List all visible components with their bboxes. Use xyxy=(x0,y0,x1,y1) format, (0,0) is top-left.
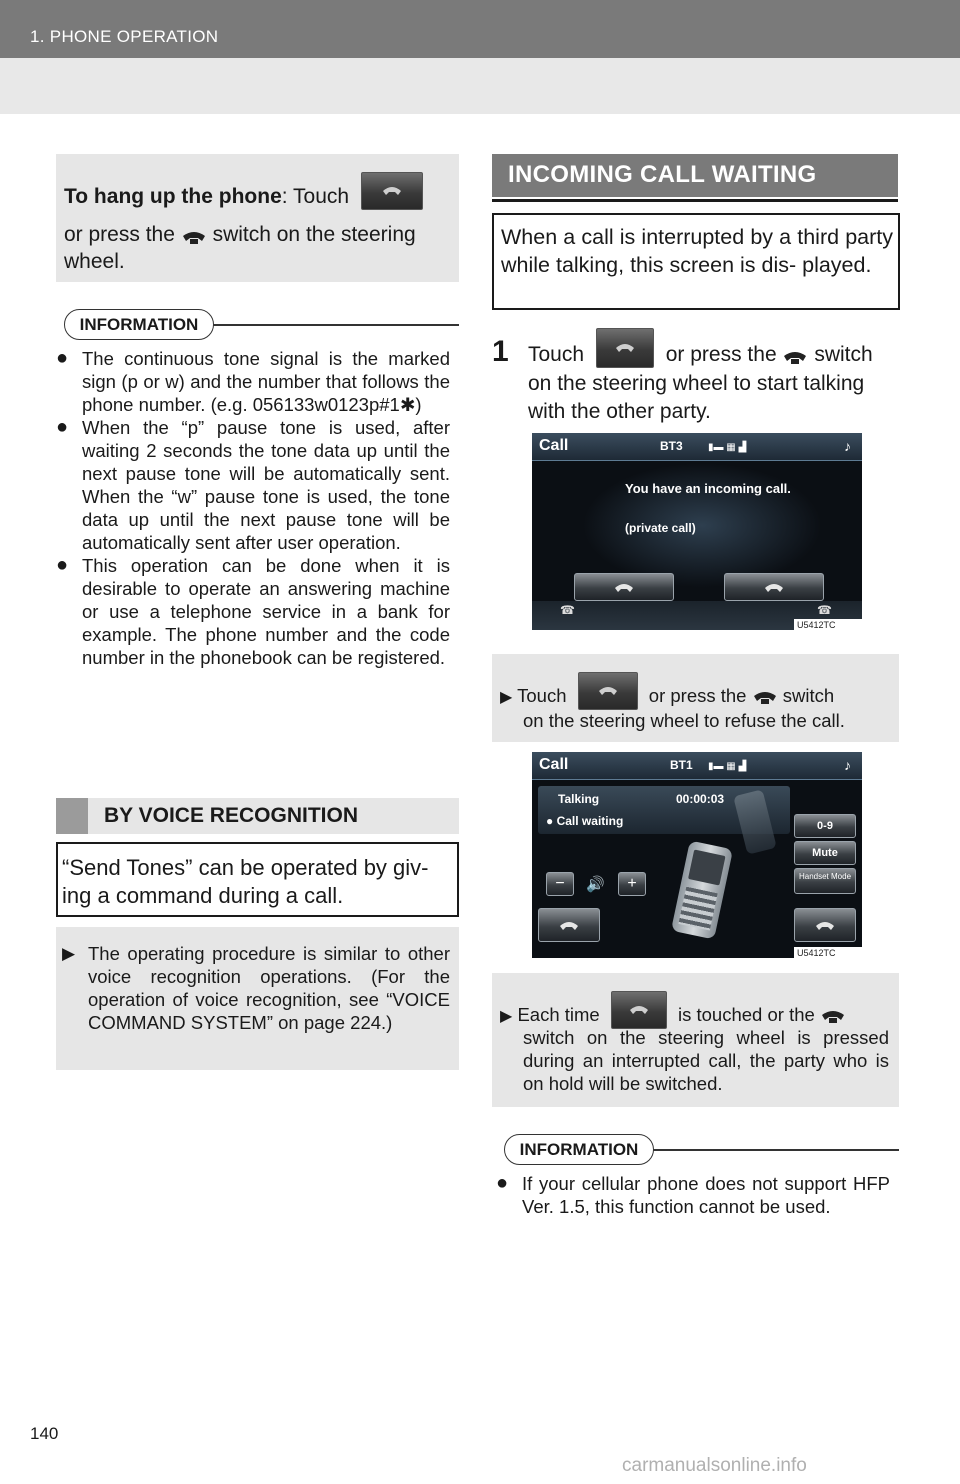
music-icon: ♪ xyxy=(844,757,851,773)
handset-mode-button[interactable]: Handset Mode xyxy=(794,868,856,894)
decline-button[interactable] xyxy=(724,573,824,601)
screen-title: Call xyxy=(539,437,569,454)
list-item: ● The continuous tone signal is the marked sign (p or w) and the number that follows the phone number. (e.g. 056133w0123p#1✱) xyxy=(56,347,450,415)
steering-switch-icon xyxy=(181,226,207,244)
phone-hangup-icon xyxy=(382,185,402,197)
bullet-circle-icon: ● xyxy=(56,554,69,576)
phone-answer-icon xyxy=(614,582,634,594)
mobile-phone-illustration xyxy=(671,840,733,939)
step-text-a: Touch xyxy=(528,343,585,366)
volume-up-button[interactable]: + xyxy=(618,872,646,896)
bullet-circle-icon: ● xyxy=(56,347,69,369)
section-heading-voice xyxy=(56,798,459,834)
bt-label: BT1 xyxy=(670,758,693,772)
keypad-button[interactable]: 0-9 xyxy=(794,814,856,838)
steering-switch-icon xyxy=(752,688,778,706)
image-code: U5412TC xyxy=(797,948,836,958)
phone-hangup-icon xyxy=(615,342,635,354)
step-number: 1 xyxy=(492,335,509,368)
phone-hangup-icon xyxy=(598,685,618,697)
status-icons: ▮▬ ▦ ▟ xyxy=(708,442,747,453)
section-heading-text: INCOMING CALL WAITING xyxy=(508,161,817,188)
refuse-note-box xyxy=(492,654,899,742)
bt-label: BT3 xyxy=(660,439,683,453)
info-label: INFORMATION xyxy=(504,1134,654,1165)
switch-b: is touched or the xyxy=(678,1004,815,1025)
image-code: U5412TC xyxy=(797,620,836,630)
info-list xyxy=(496,1172,890,1218)
hangup-bold: To hang up the phone xyxy=(64,185,282,208)
hangup-box xyxy=(56,154,459,282)
phone-hangup-icon xyxy=(764,582,784,594)
info-list xyxy=(56,347,450,669)
info-label: INFORMATION xyxy=(64,309,214,340)
step-text-e: with the other party. xyxy=(528,400,711,423)
step-text-b: or press the xyxy=(665,343,777,366)
bullet-triangle-icon: ▶ xyxy=(500,1008,513,1025)
page-header xyxy=(0,0,960,114)
hangup-line2a: or press the xyxy=(64,223,175,246)
list-item: ● This operation can be done when it is desirable to operate an answering machine or use a telephone service in a bank for example. The phone number and the code number in the phonebook can be registered. xyxy=(56,554,450,668)
refuse-d: on the steering wheel to refuse the call. xyxy=(523,710,845,731)
section-heading-text: BY VOICE RECOGNITION xyxy=(104,804,358,827)
status-icons: ▮▬ ▦ ▟ xyxy=(708,761,747,772)
screen-title: Call xyxy=(539,756,569,773)
incoming-message: You have an incoming call. xyxy=(625,481,791,496)
incoming-call-screen xyxy=(532,433,862,630)
steering-switch-icon: ☎ xyxy=(817,603,832,617)
switch-a: Each time xyxy=(517,1004,600,1025)
call-waiting-label: ● Call waiting xyxy=(546,814,624,828)
refuse-b: or press the xyxy=(648,685,747,706)
watermark[interactable]: carmanualsonline.info xyxy=(622,1455,807,1476)
mute-button[interactable]: Mute xyxy=(794,841,856,865)
call-timer: 00:00:03 xyxy=(676,792,725,806)
switch-c: switch on the steering wheel is pressed during an interrupted call, the party who is on hold will be switched. xyxy=(523,1027,889,1094)
bullet-circle-icon: ● xyxy=(56,416,69,438)
call-waiting-screen xyxy=(532,752,862,958)
voice-boxed-text: “Send Tones” can be operated by giv- ing a command during a call. xyxy=(62,855,429,908)
hangup-line1: : Touch xyxy=(281,185,350,208)
hangup-line3: wheel. xyxy=(64,250,125,273)
end-call-button[interactable] xyxy=(538,908,600,942)
hangup-line2b: switch on the steering xyxy=(212,223,416,246)
hangup-button-thumb xyxy=(361,172,423,210)
incoming-boxed xyxy=(492,213,900,310)
private-call-label: (private call) xyxy=(625,521,696,535)
step-text-c: switch xyxy=(814,343,873,366)
switch-call-button[interactable] xyxy=(794,908,856,942)
bullet-triangle-icon: ▶ xyxy=(500,689,513,706)
voice-boxed xyxy=(56,842,459,917)
voice-note-box xyxy=(56,927,459,1070)
list-item: ● When the “p” pause tone is used, after waiting 2 seconds the tone data up until the next pause tone will be automatically sent. When the “w” pause tone is used, the tone data up until the next pause tone will be automatically sent after user operation. xyxy=(56,416,450,553)
refuse-c: switch xyxy=(782,685,835,706)
header-title: 1. PHONE OPERATION xyxy=(30,27,219,46)
answer-button-thumb xyxy=(596,328,654,368)
switch-button-thumb xyxy=(611,991,667,1029)
phone-hangup-icon xyxy=(629,1004,649,1016)
list-item: ● If your cellular phone does not support HFP Ver. 1.5, this function cannot be used. xyxy=(496,1172,890,1217)
incoming-boxed-text: When a call is interrupted by a third party while talking, this screen is dis- played. xyxy=(501,225,893,277)
steering-switch-icon xyxy=(782,346,808,364)
section-heading-incoming xyxy=(492,154,898,197)
steering-switch-icon xyxy=(820,1007,846,1025)
phone-hangup-icon xyxy=(559,920,579,932)
list-item: ▶ The operating procedure is similar to other voice recognition operations. (For the operation of voice recognition, see “VOICE COMMAND SYSTEM” on page 224.) xyxy=(62,943,450,1033)
steering-switch-icon: ☎ xyxy=(560,603,575,617)
step-text-d: on the steering wheel to start talking xyxy=(528,372,865,395)
refuse-a: Touch xyxy=(517,685,567,706)
phone-hangup-icon xyxy=(815,920,835,932)
volume-down-button[interactable]: − xyxy=(546,872,574,896)
refuse-button-thumb xyxy=(578,672,638,710)
volume-icon: 🔊 xyxy=(586,876,605,893)
page-number: 140 xyxy=(30,1424,59,1443)
switch-note-box xyxy=(492,973,899,1107)
talking-label: Talking xyxy=(558,792,600,806)
bullet-circle-icon: ● xyxy=(496,1172,509,1194)
answer-button[interactable] xyxy=(574,573,674,601)
bullet-triangle-icon: ▶ xyxy=(62,944,76,963)
music-icon: ♪ xyxy=(844,438,851,454)
